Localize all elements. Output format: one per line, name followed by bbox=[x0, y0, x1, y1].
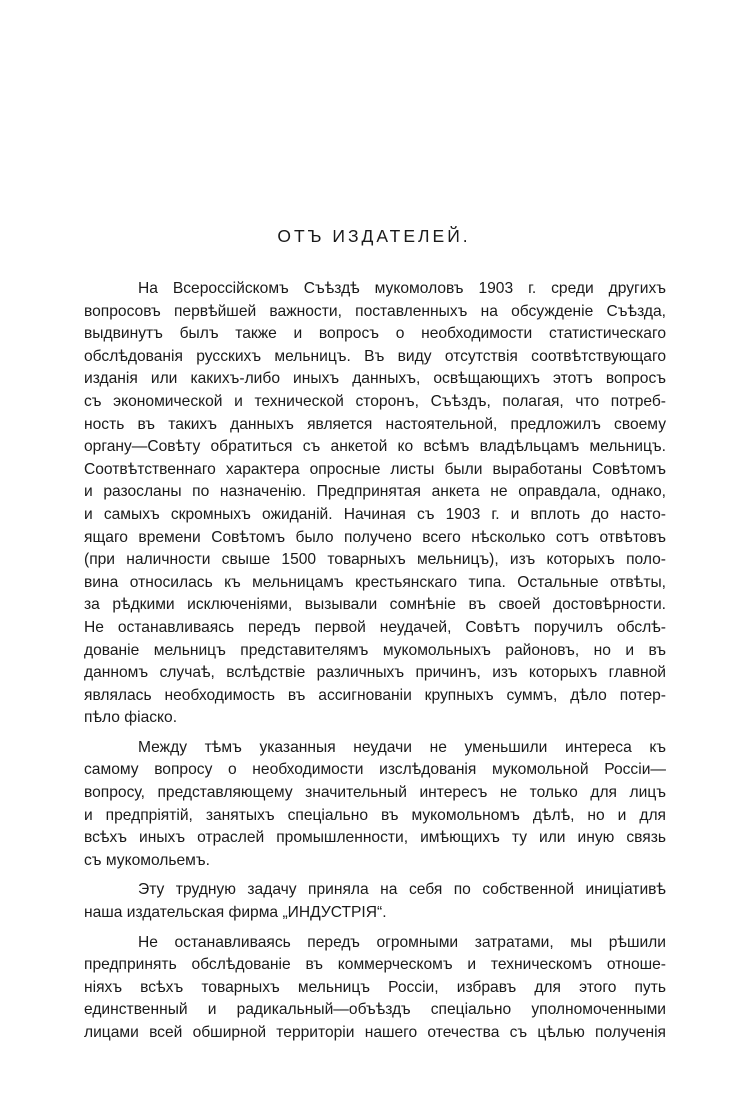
text-line: изданія или какихъ-либо иныхъ данныхъ, освѣщающихъ этотъ вопросъ bbox=[84, 370, 666, 388]
paragraph-2 bbox=[84, 737, 666, 873]
paragraph-gap bbox=[84, 925, 666, 932]
text-line: предпринять обслѣдованіе въ коммерческомъ и техническомъ отноше- bbox=[84, 956, 666, 974]
text-line: лицами всей обширной территоріи нашего отечества съ цѣлью полученія bbox=[84, 1024, 666, 1041]
paragraph-4 bbox=[84, 932, 666, 1045]
text-line: за рѣдкими исключеніями, вызывали сомнѣніе въ своей достовѣрности. bbox=[84, 596, 666, 614]
text-line: ящаго времени Совѣтомъ было получено всего нѣсколько сотъ отвѣтовъ bbox=[84, 528, 666, 546]
text-line: и разосланы по назначенію. Предпринятая анкета не оправдала, однако, bbox=[84, 483, 666, 501]
paragraph-gap bbox=[84, 730, 666, 737]
text-line: обслѣдованія русскихъ мельницъ. Въ виду отсутствія соотвѣтствующаго bbox=[84, 347, 666, 365]
text-line: самому вопросу о необходимости изслѣдованія мукомольной Россіи— bbox=[84, 761, 666, 779]
paragraph-3 bbox=[84, 879, 666, 924]
text-line: Соотвѣтственнаго характера опросные листы были выработаны Совѣтомъ bbox=[84, 460, 666, 478]
text-line: наша издательская фирма „ИНДУСТРІЯ“. bbox=[84, 904, 387, 922]
text-line: единственный и радикальный—объѣздъ спеціально уполномоченными bbox=[84, 1001, 666, 1019]
text-line: выдвинутъ былъ также и вопросъ о необходимости статистическаго bbox=[84, 325, 666, 343]
text-line: съ экономической и технической сторонъ, Съѣздъ, полагая, что потреб- bbox=[84, 392, 666, 410]
text-line: пѣло фіаско. bbox=[84, 709, 178, 727]
text-line: вопросовъ первѣйшей важности, поставленныхъ на обсужденіе Съѣзда, bbox=[84, 302, 666, 320]
text-line: вина относилась къ мельницамъ крестьянскаго типа. Остальные отвѣты, bbox=[84, 573, 666, 591]
paragraph-gap bbox=[84, 872, 666, 879]
text-line: и предпріятій, занятыхъ спеціально въ мукомольномъ дѣлѣ, но и для bbox=[84, 806, 666, 824]
text-line: Между тѣмъ указанныя неудачи не уменьшили интереса къ bbox=[138, 738, 666, 756]
text-line: На Всероссійскомъ Съѣздѣ мукомоловъ 1903 г. среди другихъ bbox=[138, 280, 666, 297]
text-line: и самыхъ скромныхъ ожиданій. Начиная съ 1903 г. и вплоть до насто- bbox=[84, 505, 666, 523]
text-line: дованіе мельницъ представителямъ мукомольныхъ районовъ, но и въ bbox=[84, 641, 666, 659]
paragraph-1 bbox=[84, 278, 666, 730]
text-line: вопросу, представляющему значительный интересъ не только для лицъ bbox=[84, 784, 666, 802]
text-line: Эту трудную задачу приняла на себя по собственной иниціативѣ bbox=[138, 881, 666, 899]
text-line: органу—Совѣту обратиться съ анкетой ко всѣмъ владѣльцамъ мельницъ. bbox=[84, 438, 666, 456]
body-text bbox=[84, 278, 666, 1045]
text-line: ніяхъ всѣхъ товарныхъ мельницъ Россіи, избравъ для этого путь bbox=[84, 978, 666, 996]
text-line: данномъ случаѣ, вслѣдствіе различныхъ причинъ, изъ которыхъ главной bbox=[84, 664, 666, 682]
section-heading: ОТЪ ИЗДАТЕЛЕЙ. bbox=[277, 226, 471, 246]
text-line: съ мукомольемъ. bbox=[84, 851, 210, 869]
text-line: всѣхъ иныхъ отраслей промышленности, имѣющихъ ту или иную связь bbox=[84, 829, 666, 847]
text-line: (при наличности свыше 1500 товарныхъ мельницъ), изъ которыхъ поло- bbox=[84, 551, 666, 569]
text-line: являлась необходимость въ ассигнованіи крупныхъ суммъ, дѣло потер- bbox=[84, 686, 666, 704]
text-line: Не останавливаясь передъ первой неудачей, Совѣтъ поручилъ обслѣ- bbox=[84, 618, 666, 636]
text-line: Не останавливаясь передъ огромными затратами, мы рѣшили bbox=[138, 933, 666, 951]
text-line: ность въ такихъ данныхъ является настоятельной, предложилъ своему bbox=[84, 415, 666, 433]
